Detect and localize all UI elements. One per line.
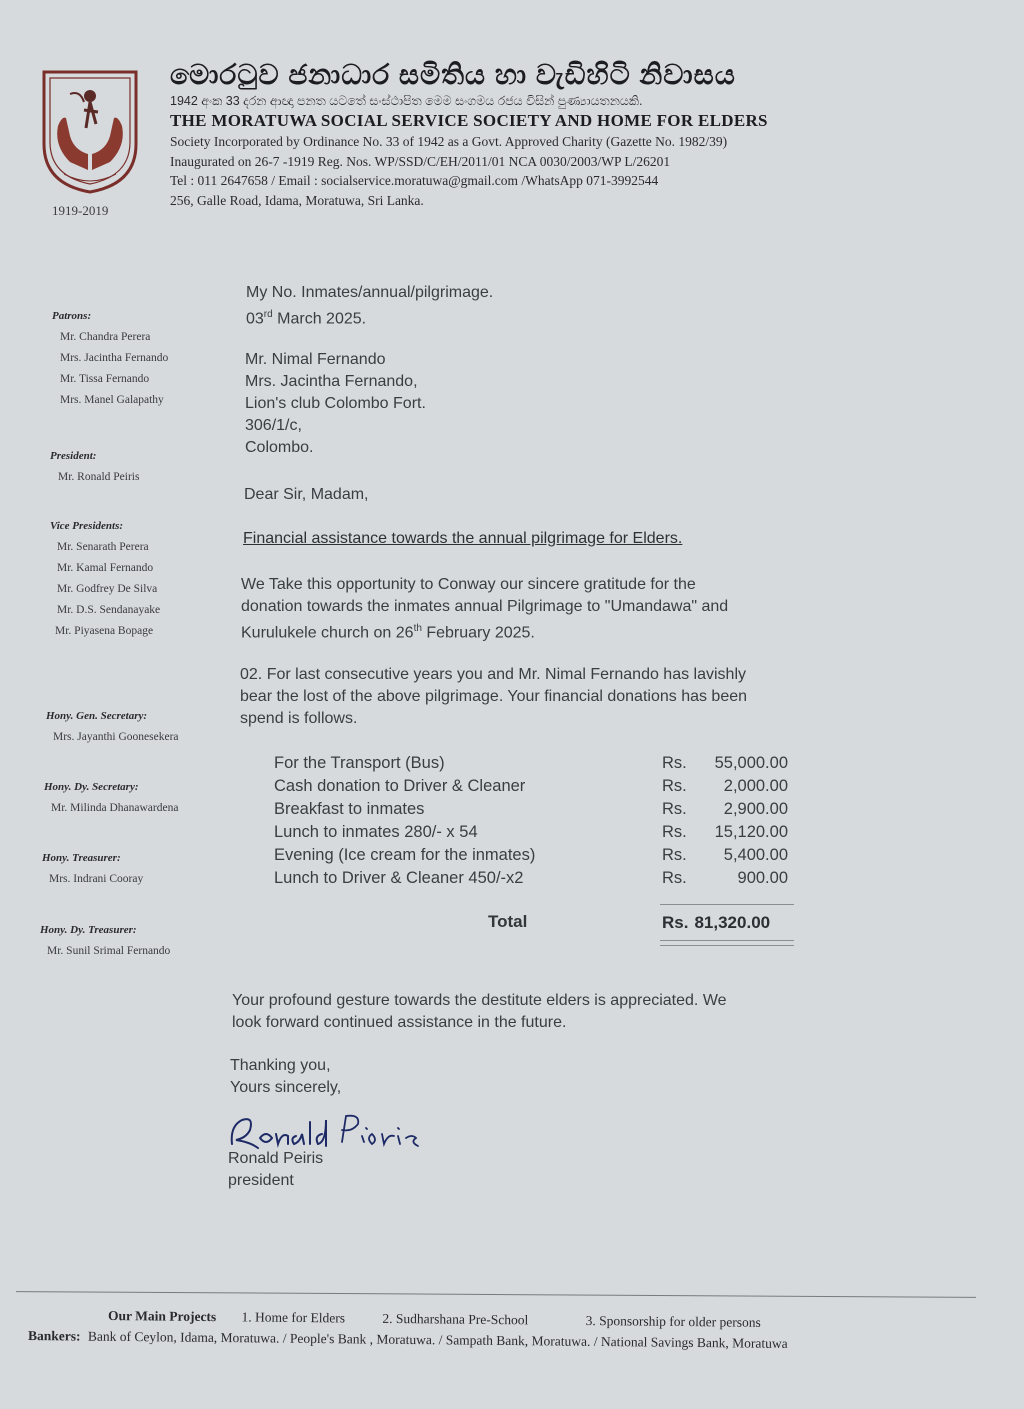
english-title: THE MORATUWA SOCIAL SERVICE SOCIETY AND HOME FOR ELDERS [170,111,768,130]
paragraph-line: spend is follows. [240,710,358,727]
reference-number: My No. Inmates/annual/pilgrimage. [246,284,494,301]
total-currency: Rs. [662,913,689,932]
expense-currency: Rs. [662,823,687,841]
address-line: Lion's club Colombo Fort. [245,395,426,412]
gen-secretary-name: Mrs. Jayanthi Goonesekera [53,731,179,743]
patrons-group [52,310,168,406]
project-item: 1. Home for Elders [241,1309,346,1326]
society-logo [40,66,140,196]
dy-secretary-group [44,781,178,814]
president-title: President: [50,450,97,462]
dy-treasurer-name: Mr. Sunil Srimal Fernando [47,945,171,957]
letter-date [246,304,366,330]
total-amount: 81,320.00 [694,913,771,932]
gen-secretary-title: Hony. Gen. Secretary: [46,710,148,722]
dy-secretary-name: Mr. Milinda Dhanawardena [51,802,179,814]
table-row [274,798,788,821]
vice-president-name: Mr. Godfrey De Silva [57,583,158,595]
expense-currency: Rs. [662,777,687,795]
closing-line: Yours sincerely, [230,1079,342,1096]
vice-president-name: Mr. Piyasena Bopage [55,625,154,637]
expense-amount: 15,120.00 [714,823,788,841]
address-line: Colombo. [245,439,314,456]
sinhala-title: මොරටුව ජනාධාර සමිතිය හා වැඩිහිටි නිවාසය [170,59,736,90]
project-item: 3. Sponsorship for older persons [585,1313,761,1330]
closing [230,1055,341,1099]
expense-item: Lunch to Driver & Cleaner 450/-x2 [274,869,524,887]
expense-currency: Rs. [662,846,687,864]
address-line: Mr. Nimal Fernando [245,351,386,368]
vice-president-name: Mr. Kamal Fernando [57,562,154,574]
dy-treasurer-group [40,924,170,957]
paragraph-line: Your profound gesture towards the destitute elders is appreciated. We [232,992,727,1009]
paragraph-line: donation towards the inmates annual Pilgrimage to "Umandawa" and [241,598,729,615]
date-rest: March 2025. [272,310,367,328]
logo-years: 1919-2019 [52,203,109,218]
gen-secretary-group [46,710,179,743]
paragraph-1 [241,574,728,644]
address-block [245,349,426,459]
address-line: Mrs. Jacintha Fernando, [245,373,418,390]
incorporation-line: Society Incorporated by Ordinance No. 33 of 1942 as a Govt. Approved Charity (Gazette No. 1982/39) [170,134,728,149]
patron-name: Mrs. Manel Galapathy [60,394,164,406]
registration-line: Inaugurated on 26-7 -1919 Reg. Nos. WP/SSD/C/EH/2011/01 NCA 0030/2003/WP L/26201 [170,153,671,169]
table-row [274,821,788,844]
patron-name: Mrs. Jacintha Fernando [60,352,169,364]
total-top-rule [660,904,794,905]
expense-item: Cash donation to Driver & Cleaner [274,777,526,795]
expense-amount: 900.00 [737,869,788,887]
expense-amount: 5,400.00 [723,846,788,864]
vice-president-name: Mr. Senarath Perera [57,541,149,553]
total-double-rule [660,945,794,946]
vice-president-name: Mr. D.S. Sendanayake [57,604,161,616]
project-item: 2. Sudharshana Pre-School [382,1310,529,1328]
patrons-title: Patrons: [52,310,92,322]
date-day: 03 [246,310,264,328]
vice-presidents-group [50,520,160,637]
table-row [274,775,788,798]
total-double-rule [660,940,794,941]
expense-amount: 2,900.00 [723,800,788,818]
dy-treasurer-title: Hony. Dy. Treasurer: [40,924,137,936]
expense-amount: 2,000.00 [723,777,788,795]
paragraph-2 [240,664,747,730]
expense-currency: Rs. [662,754,687,772]
salutation: Dear Sir, Madam, [244,486,369,503]
expense-item: Evening (Ice cream for the inmates) [274,846,536,864]
expense-currency: Rs. [662,800,687,818]
treasurer-title: Hony. Treasurer: [42,852,121,864]
closing-line: Thanking you, [230,1057,331,1074]
treasurer-name: Mrs. Indrani Cooray [49,873,144,885]
expense-currency: Rs. [662,869,687,887]
president-name: Mr. Ronald Peiris [58,471,140,483]
paragraph-line: We Take this opportunity to Conway our sincere gratitude for the [241,576,696,593]
total-value [662,913,770,933]
paragraph-line: Kurulukele church on 26th February 2025. [241,623,535,642]
sinhala-subtitle: 1942 අංක 33 දරන ආඥා පනත යටතේ සංස්ථාපිත මෙම සංගමය රජය විසින් පුණ්‍යායතනයකි. [170,94,643,108]
expense-item: Lunch to inmates 280/- x 54 [274,823,478,841]
paragraph-line: bear the lost of the above pilgrimage. Your financial donations has been [240,688,748,705]
expense-item: For the Transport (Bus) [274,754,445,772]
address-line: 306/1/c, [245,417,302,434]
bankers-label: Bankers: [27,1328,81,1344]
main-projects-line [108,1308,761,1331]
paragraph-line: 02. For last consecutive years you and Mr. Nimal Fernando has lavishly [240,666,747,683]
footer-rule [16,1291,976,1298]
total-label: Total [488,912,528,931]
dy-secretary-title: Hony. Dy. Secretary: [44,781,139,793]
paragraph-3 [232,990,727,1034]
president-group [50,450,139,483]
table-row [274,867,788,890]
address-line: 256, Galle Road, Idama, Moratuwa, Sri Lanka. [170,192,424,208]
expense-table [274,752,788,890]
signer-name: Ronald Peiris [228,1150,324,1167]
expense-amount: 55,000.00 [714,754,788,772]
signer-block [228,1148,323,1192]
patron-name: Mr. Chandra Perera [60,331,151,343]
treasurer-group [42,852,143,885]
contact-line: Tel : 011 2647658 / Email : socialservice.moratuwa@gmail.com /WhatsApp 071-3992544 [170,173,659,188]
projects-label: Our Main Projects [107,1308,217,1325]
signer-title: president [228,1172,294,1189]
paragraph-line: look forward continued assistance in the future. [232,1014,567,1031]
vice-presidents-title: Vice Presidents: [50,520,124,532]
bankers-list: Bank of Ceylon, Idama, Moratuwa. / People's Bank , Moratuwa. / Sampath Bank, Moratuwa. / National Savings Bank, Moratuwa [87,1328,788,1351]
table-row [274,844,788,867]
bankers-line [28,1328,788,1352]
expense-item: Breakfast to inmates [274,800,425,818]
patron-name: Mr. Tissa Fernando [60,373,150,385]
letterhead [170,58,990,210]
subject-line: Financial assistance towards the annual pilgrimage for Elders. [243,530,683,547]
table-row [274,752,788,775]
date-suffix: rd [263,309,273,320]
